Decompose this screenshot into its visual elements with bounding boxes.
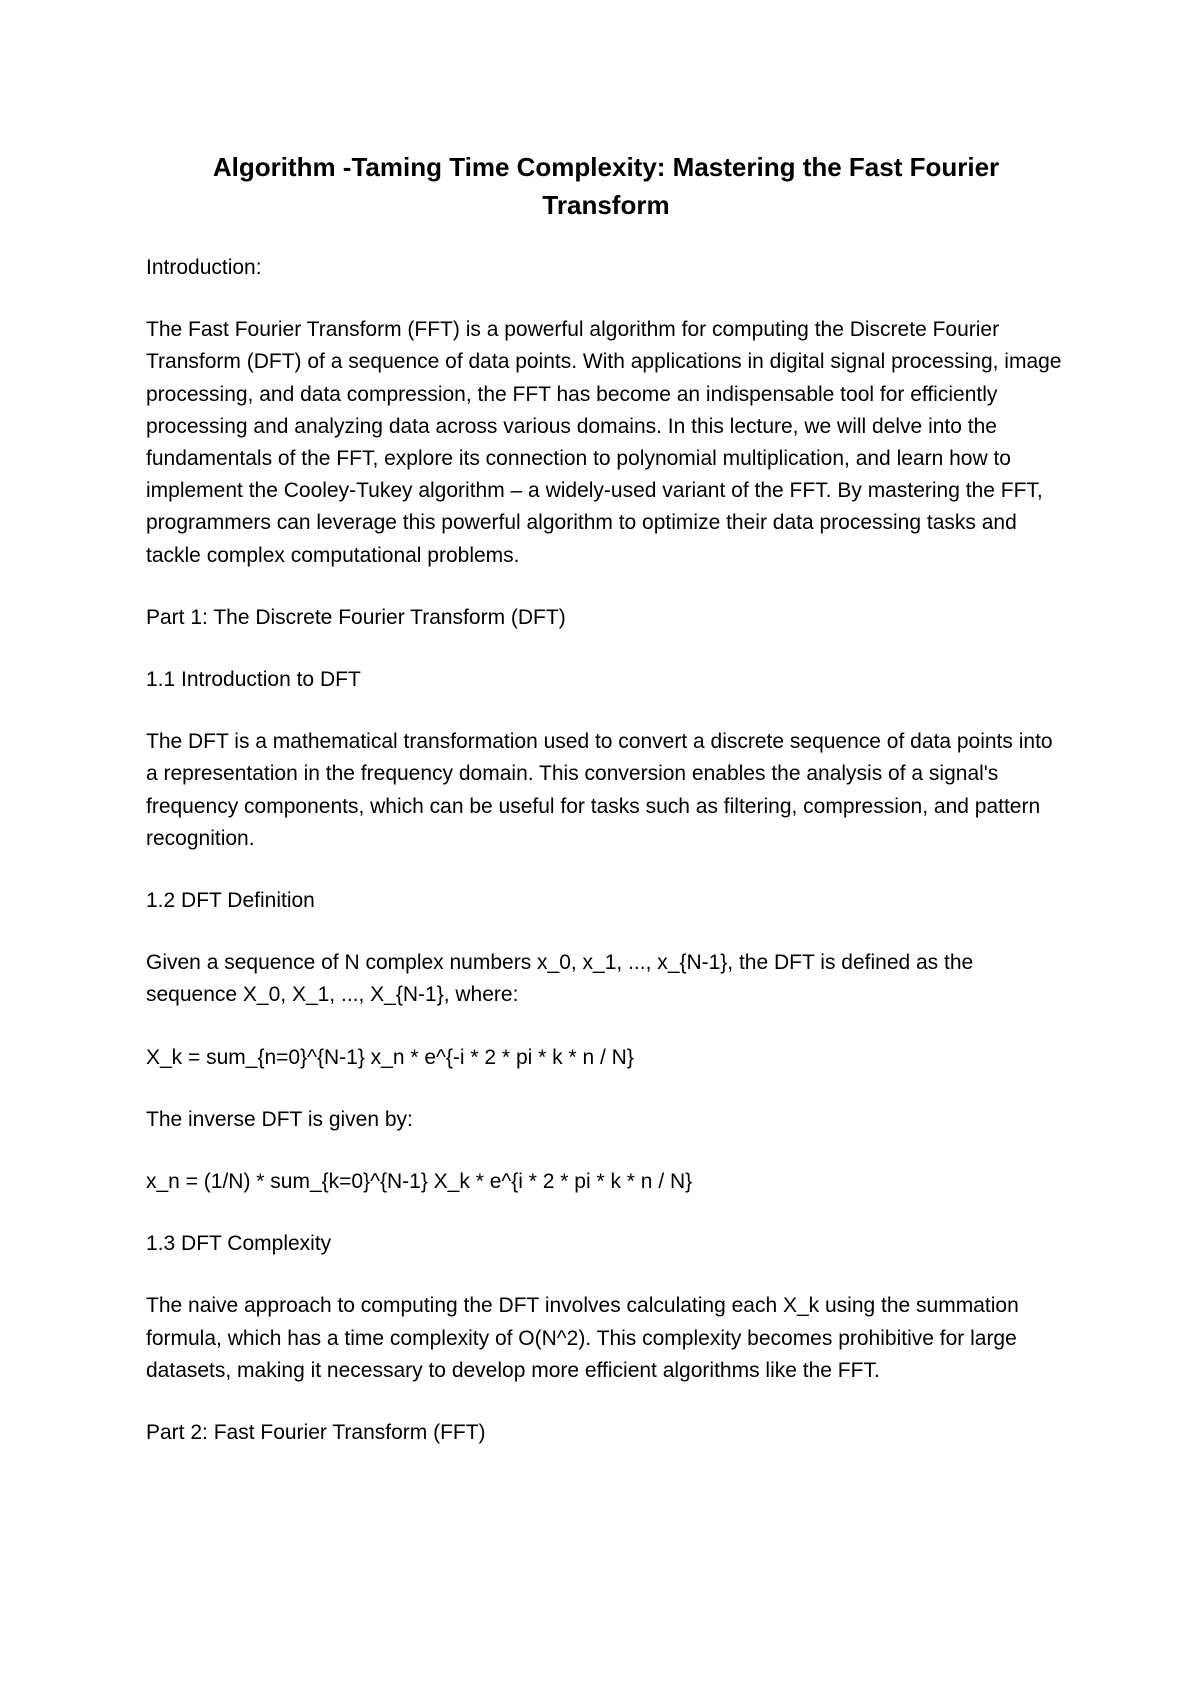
section-1-3-paragraph: The naive approach to computing the DFT involves calculating each X_k using the summation formula, which has a time complexity of O(N^2). This complexity becomes prohibitive for large datasets, making it necessary to develop more efficient algorithms like the FFT.	[146, 1294, 1019, 1382]
section-1-2-heading: 1.2 DFT Definition	[146, 889, 315, 913]
section-1-1-heading: 1.1 Introduction to DFT	[146, 668, 361, 692]
section-1-2-paragraph: Given a sequence of N complex numbers x_0, x_1, ..., x_{N-1}, the DFT is defined as the sequence X_0, X_1, ..., X_{N-1}, where:	[146, 951, 974, 1007]
part-1-heading: Part 1: The Discrete Fourier Transform (DFT)	[146, 605, 566, 629]
document-body	[146, 148, 1066, 1479]
inverse-dft-formula: x_n = (1/N) * sum_{k=0}^{N-1} X_k * e^{i * 2 * pi * k * n / N}	[146, 1170, 693, 1194]
document-title: Algorithm -Taming Time Complexity: Mastering the Fast Fourier Transform	[212, 152, 1000, 220]
inverse-dft-label: The inverse DFT is given by:	[146, 1107, 413, 1131]
introduction-label: Introduction:	[146, 256, 262, 279]
section-1-1-paragraph: The DFT is a mathematical transformation used to convert a discrete sequence of data points into a representation in the frequency domain. This conversion enables the analysis of a signal's frequency components, which can be useful for tasks such as filtering, compression, and pattern recognition.	[146, 730, 1053, 850]
section-1-3-heading: 1.3 DFT Complexity	[146, 1232, 332, 1256]
dft-formula: X_k = sum_{n=0}^{N-1} x_n * e^{-i * 2 * pi * k * n / N}	[146, 1045, 634, 1069]
introduction-paragraph: The Fast Fourier Transform (FFT) is a powerful algorithm for computing the Discrete Fourier Transform (DFT) of a sequence of data points. With applications in digital signal processing, image processing, and data compression, the FFT has become an indispensable tool for efficiently processing and analyzing data across various domains. In this lecture, we will delve into the fundamentals of the FFT, explore its connection to polynomial multiplication, and learn how to implement the Cooley-Tukey algorithm – a widely-used variant of the FFT. By mastering the FFT, programmers can leverage this powerful algorithm to optimize their data processing tasks and tackle complex computational problems.	[146, 318, 1062, 567]
part-2-heading: Part 2: Fast Fourier Transform (FFT)	[146, 1421, 486, 1445]
